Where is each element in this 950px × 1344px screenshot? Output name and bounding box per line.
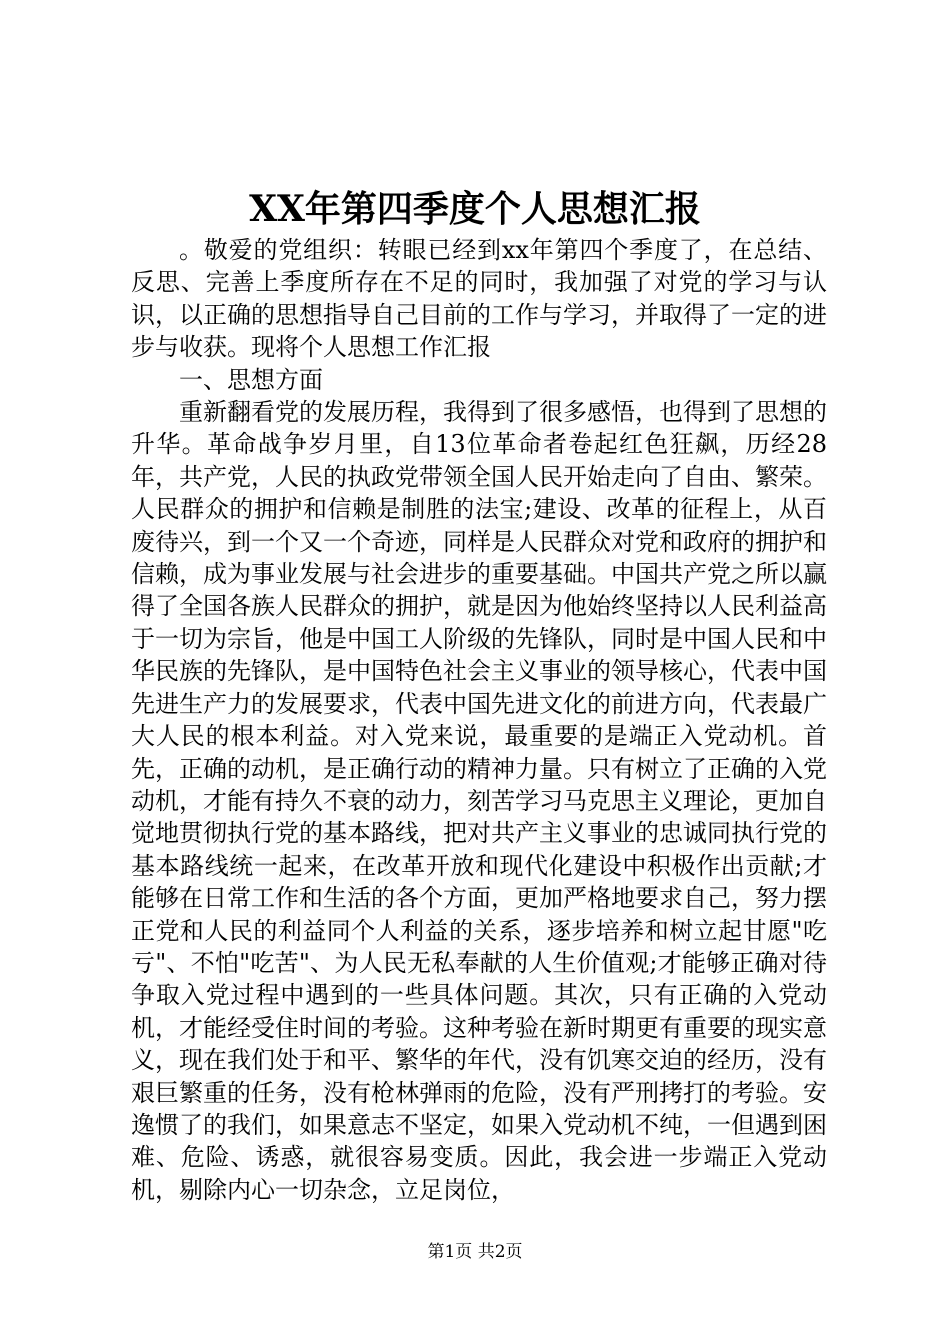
section-heading: 一、思想方面 [179,365,323,394]
page-footer: 第1页 共2页 [427,1242,523,1262]
body-paragraph: 重新翻看党的发展历程，我得到了很多感悟，也得到了思想的升华。革命战争岁月里，自13位革命者卷起红色狂飙，历经28年，共产党，人民的执政党带领全国人民开始走向了自由、繁荣。人民群众的拥护和信赖是制胜的法宝;建设、改革的征程上，从百废待兴，到一个又一个奇迹，同样是人民群众对党和政府的拥护和信赖，成为事业发展与社会进步的重要基础。中国共产党之所以赢得了全国各族人民群众的拥护，就是因为他始终坚持以人民利益高于一切为宗旨，他是中国工人阶级的先锋队，同时是中国人民和中华民族的先锋队，是中国特色社会主义事业的领导核心，代表中国先进生产力的发展要求，代表中国先进文化的前进方向，代表最广大人民的根本利益。对入党来说，最重要的是端正入党动机。首先，正确的动机，是正确行动的精神力量。只有树立了正确的入党动机，才能有持久不衰的动力，刻苦学习马克思主义理论，更加自觉地贯彻执行党的基本路线，把对共产主义事业的忠诚同执行党的基本路线统一起来，在改革开放和现代化建设中积极作出贡献;才能够在日常工作和生活的各个方面，更加严格地要求自己，努力摆正党和人民的利益同个人利益的关系，逐步培养和树立起甘愿"吃亏"、不怕"吃苦"、为人民无私奉献的人生价值观;才能够正确对待争取入党过程中遇到的一些具体问题。其次，只有正确的入党动机，才能经受住时间的考验。这种考验在新时期更有重要的现实意义，现在我们处于和平、繁华的年代，没有饥寒交迫的经历，没有艰巨繁重的任务，没有枪林弹雨的危险，没有严刑拷打的考验。安逸惯了的我们，如果意志不坚定，如果入党动机不纯，一但遇到困难、危险、诱惑，就很容易变质。因此，我会进一步端正入党动机，剔除内心一切杂念，立足岗位， [131,398,827,1204]
document-title: XX年第四季度个人思想汇报 [249,188,701,230]
document-body [131,234,827,1206]
intro-paragraph: 。敬爱的党组织：转眼已经到xx年第四个季度了，在总结、反思、完善上季度所存在不足的同时，我加强了对党的学习与认识，以正确的思想指导自己目前的工作与学习，并取得了一定的进步与收获。现将个人思想工作汇报 [131,236,827,362]
